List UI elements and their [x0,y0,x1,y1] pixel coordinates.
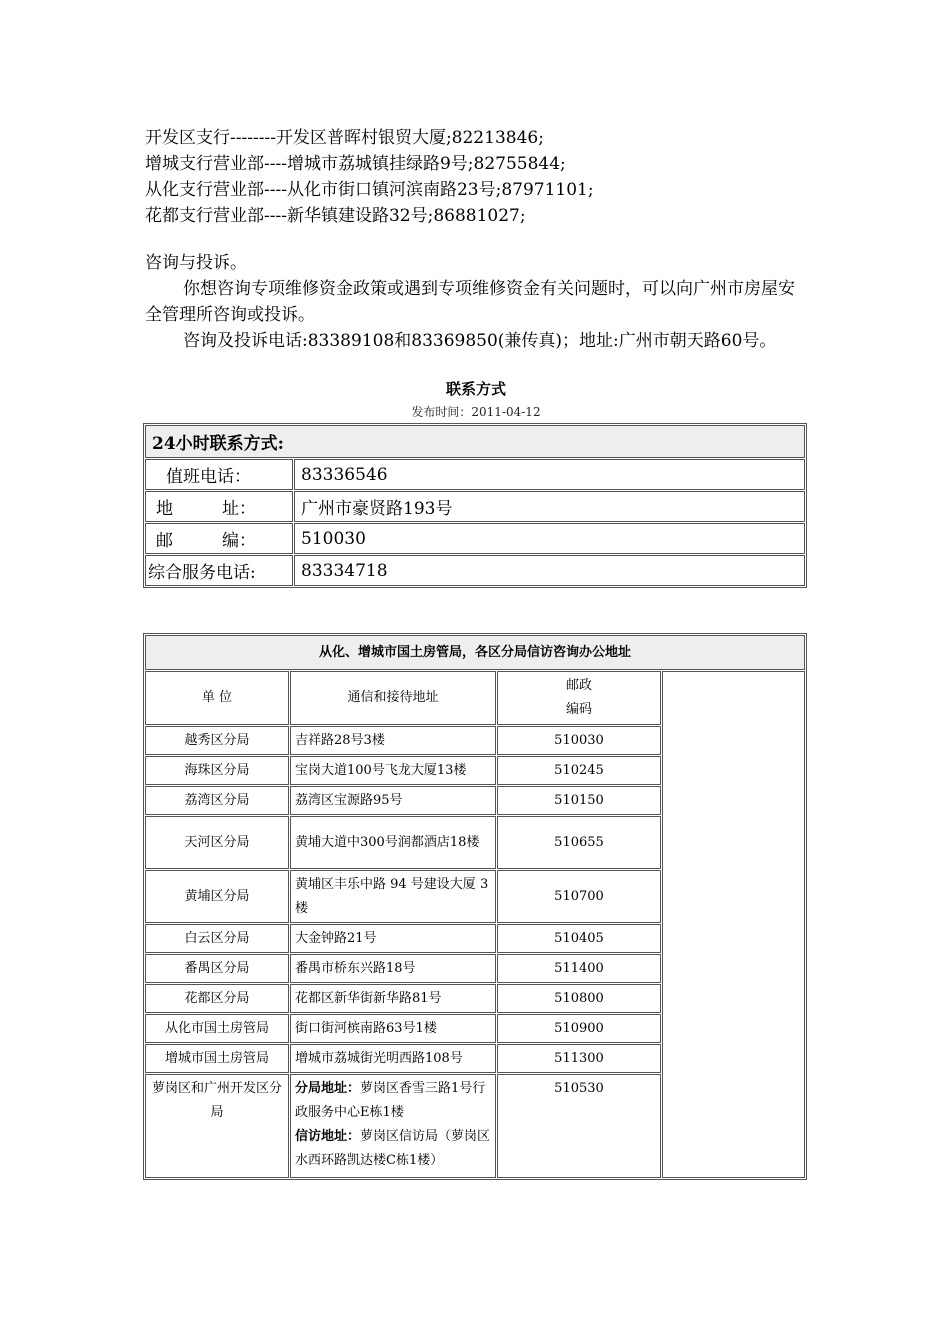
offices-caption: 从化、增城市国土房管局，各区分局信访咨询办公地址 [145,635,805,670]
branch-line: 开发区支行--------开发区普晖村银贸大厦;82213846; [145,128,544,148]
office-address: 吉祥路28号3楼 [290,726,496,755]
office-zip: 510700 [497,870,661,923]
branch-address-text: 萝岗区香雪三路1号行政服务中心E栋1楼 [295,1081,486,1120]
office-unit: 增城市国土房管局 [145,1044,289,1073]
branch-line: 从化支行营业部----从化市街口镇河滨南路23号;87971101; [145,180,594,200]
address-label-b: 址： [222,499,256,519]
office-unit: 萝岗区和广州开发区分局 [145,1074,289,1178]
col-unit-header: 单 位 [145,671,289,725]
office-zip: 510530 [497,1074,661,1178]
office-unit: 白云区分局 [145,924,289,953]
offices-table [143,633,807,1180]
office-unit: 花都区分局 [145,984,289,1013]
office-address: 宝岗大道100号飞龙大厦13楼 [290,756,496,785]
office-address: 黄埔区丰乐中路 94 号建设大厦 3 楼 [290,870,496,923]
col-zip-header-a: 邮政 [565,678,592,693]
office-unit: 天河区分局 [145,816,289,869]
duty-phone-value: 83336546 [294,459,805,490]
office-zip: 510150 [497,786,661,815]
office-address: 增城市荔城街光明西路108号 [290,1044,496,1073]
col-address-header: 通信和接待地址 [290,671,496,725]
office-address: 花都区新华街新华路81号 [290,984,496,1013]
publish-date: 发布时间：2011-04-12 [411,405,541,419]
address-label-a: 地 [156,499,173,519]
branch-address-label: 分局地址： [295,1081,361,1096]
col-zip-header [497,671,661,725]
zip-value: 510030 [294,523,805,554]
office-address: 街口街河槟南路63号1楼 [290,1014,496,1043]
office-zip: 510800 [497,984,661,1013]
zip-label-b: 编： [222,531,256,551]
petition-address-label: 信访地址： [295,1129,361,1144]
page-title: 联系方式 [445,380,506,398]
zip-label-a: 邮 [156,531,173,551]
petition-address-text: 萝岗区信访局（萝岗区水西环路凯达楼C栋1楼） [295,1129,491,1168]
office-unit: 海珠区分局 [145,756,289,785]
col-zip-header-b: 编码 [565,702,592,717]
zip-label [145,523,293,554]
contact-header: 24小时联系方式: [145,425,805,458]
address-value: 广州市豪贤路193号 [294,491,805,522]
office-zip: 510655 [497,816,661,869]
office-zip: 510900 [497,1014,661,1043]
office-zip: 510245 [497,756,661,785]
office-address [290,1074,496,1178]
office-unit: 黄埔区分局 [145,870,289,923]
office-unit: 荔湾区分局 [145,786,289,815]
consult-contact-paragraph: 咨询及投诉电话:83389108和83369850(兼传真)；地址:广州市朝天路60号。 [183,331,777,351]
address-label [145,491,293,522]
service-phone-label: 综合服务电话: [145,555,293,586]
office-unit: 番禺区分局 [145,954,289,983]
duty-phone-label: 值班电话： [145,459,293,490]
office-zip: 511400 [497,954,661,983]
office-address: 黄埔大道中300号润都酒店18楼 [290,816,496,869]
office-unit: 越秀区分局 [145,726,289,755]
office-address: 荔湾区宝源路95号 [290,786,496,815]
blank-column [662,671,805,1178]
branch-list [145,125,807,229]
contact-table [143,423,807,588]
office-unit: 从化市国土房管局 [145,1014,289,1043]
office-zip: 510030 [497,726,661,755]
branch-line: 花都支行营业部----新华镇建设路32号;86881027; [145,206,526,226]
office-zip: 510405 [497,924,661,953]
branch-line: 增城支行营业部----增城市荔城镇挂绿路9号;82755844; [145,154,566,174]
office-address: 番禺市桥东兴路18号 [290,954,496,983]
consult-section [145,250,807,354]
office-address: 大金钟路21号 [290,924,496,953]
consult-paragraph: 你想咨询专项维修资金政策或遇到专项维修资金有关问题时，可以向广州市房屋安全管理所咨询或投诉。 [145,279,795,325]
office-zip: 511300 [497,1044,661,1073]
service-phone-value: 83334718 [294,555,805,586]
consult-heading: 咨询与投诉。 [145,253,247,273]
